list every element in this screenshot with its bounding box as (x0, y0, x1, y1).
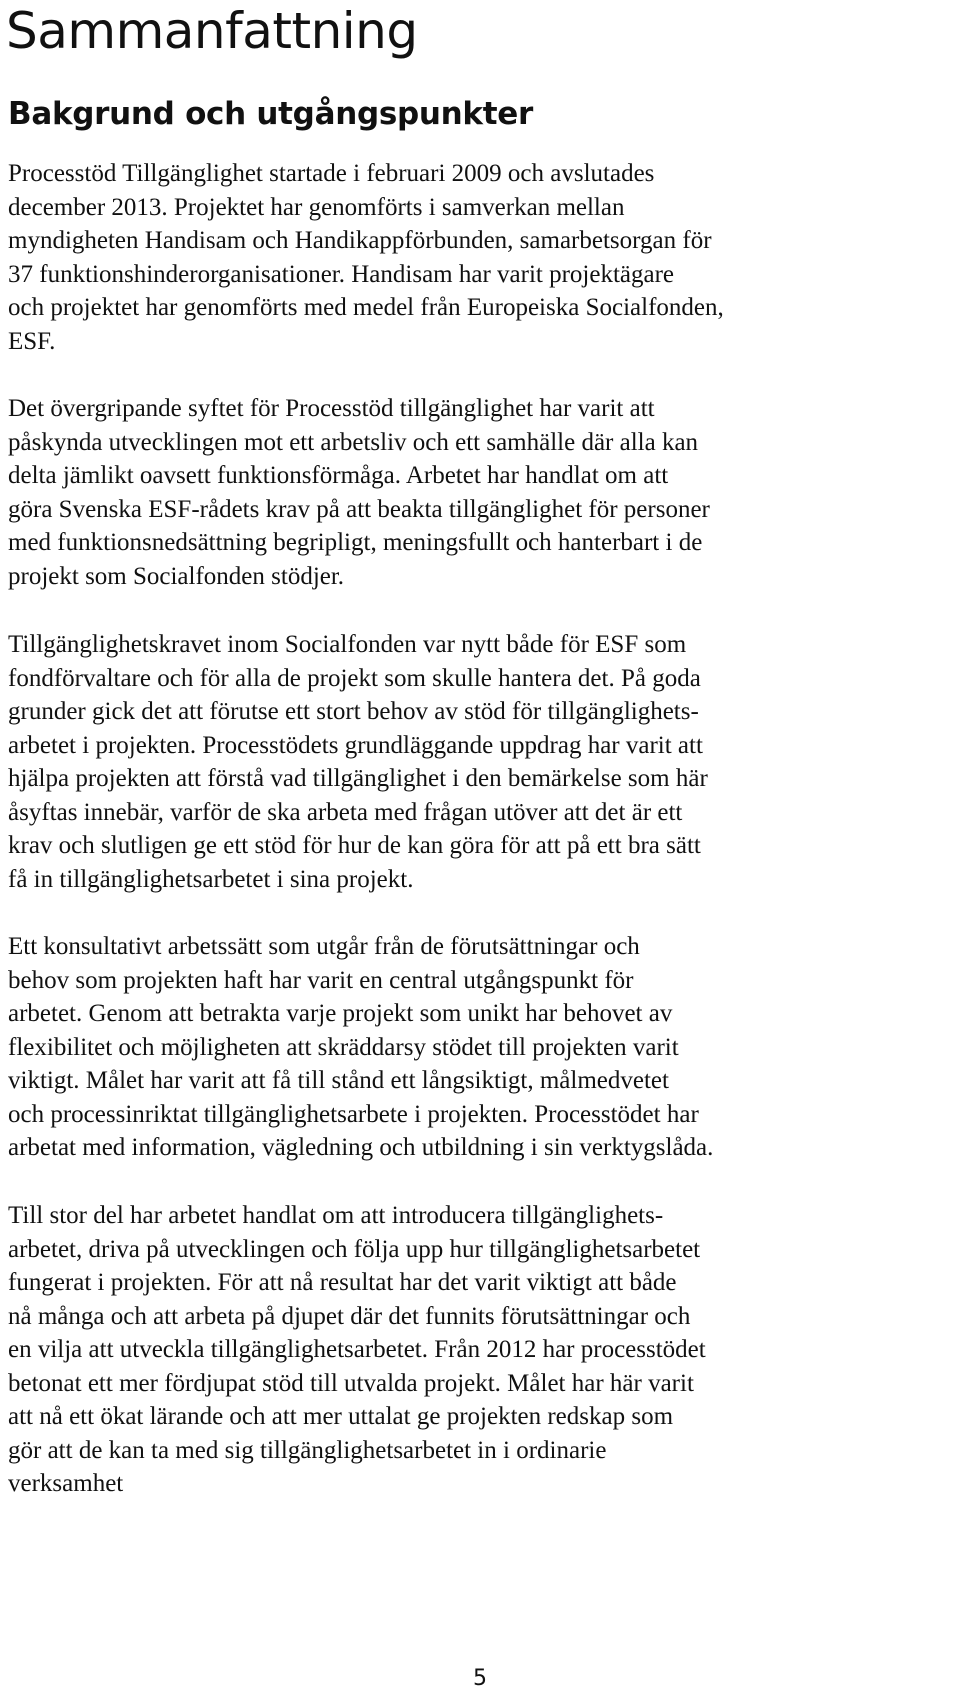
paragraph-line: hjälpa projekten att förstå vad tillgänglighet i den bemärkelse som här (8, 765, 708, 792)
paragraph-line: krav och slutligen ge ett stöd för hur de kan göra för att på ett bra sätt (8, 832, 701, 859)
paragraph-line: arbetet, driva på utvecklingen och följa upp hur tillgänglighetsarbetet (8, 1235, 701, 1263)
paragraph-line: projekt som Socialfonden stödjer. (8, 562, 345, 590)
paragraph-line: påskynda utvecklingen mot ett arbetsliv och ett samhälle där alla kan (8, 428, 699, 456)
paragraph-line: göra Svenska ESF-rådets krav på att beakta tillgänglighet för personer (8, 495, 710, 523)
paragraph-line: delta jämlikt oavsett funktionsförmåga. Arbetet har handlat om att (8, 462, 669, 489)
paragraph-purpose (8, 392, 954, 593)
paragraph-line: få in tillgänglighetsarbetet i sina projekt. (8, 865, 414, 893)
paragraph-line: december 2013. Projektet har genomförts i samverkan mellan (8, 193, 625, 221)
paragraph-line: att nå ett ökat lärande och att mer uttalat ge projekten redskap som (8, 1403, 674, 1430)
paragraph-line: verksamhet (8, 1470, 124, 1497)
paragraph-line: en vilja att utveckla tillgänglighetsarbetet. Från 2012 har processtödet (8, 1336, 706, 1363)
paragraph-line: grunder gick det att förutse ett stort behov av stöd för tillgänglighets- (8, 698, 699, 725)
paragraph-line: arbetet. Genom att betrakta varje projekt som unikt har behovet av (8, 1000, 673, 1027)
paragraph-line: och projektet har genomförts med medel från Europeiska Socialfonden, (8, 294, 724, 321)
paragraph-line: och processinriktat tillgänglighetsarbete i projekten. Processtödet har (8, 1100, 699, 1128)
paragraph-line: arbetat med information, vägledning och utbildning i sin verktygslåda. (8, 1134, 714, 1161)
paragraph-line: behov som projekten haft har varit en central utgångspunkt för (8, 966, 634, 994)
paragraph-line: viktigt. Målet har varit att få till stånd ett långsiktigt, målmedvetet (8, 1067, 669, 1094)
paragraph-line: ESF. (8, 327, 56, 355)
paragraph-line: Ett konsultativt arbetssätt som utgår från de förutsättningar och (8, 933, 640, 960)
page-title: Sammanfattning (6, 2, 418, 60)
paragraph-line: med funktionsnedsättning begripligt, meningsfullt och hanterbart i de (8, 529, 703, 556)
paragraph-line: fungerat i projekten. För att nå resultat har det varit viktigt att både (8, 1269, 677, 1296)
paragraph-line: Processtöd Tillgänglighet startade i februari 2009 och avslutades (8, 160, 655, 187)
paragraph-line: myndigheten Handisam och Handikappförbunden, samarbetsorgan för (8, 227, 712, 254)
paragraph-results (8, 1199, 954, 1501)
paragraph-line: nå många och att arbeta på djupet där det funnits förutsättningar och (8, 1302, 691, 1330)
paragraph-line: gör att de kan ta med sig tillgänglighetsarbetet in i ordinarie (8, 1436, 607, 1464)
paragraph-line: fondförvaltare och för alla de projekt som skulle hantera det. På goda (8, 664, 701, 692)
paragraph-requirement (8, 628, 954, 896)
paragraph-line: Tillgänglighetskravet inom Socialfonden var nytt både för ESF som (8, 631, 687, 658)
page-number: 5 (473, 1666, 487, 1691)
paragraph-background (8, 157, 954, 358)
paragraph-approach (8, 930, 954, 1165)
paragraph-line: betonat ett mer fördjupat stöd till utvalda projekt. Målet har här varit (8, 1369, 694, 1397)
paragraph-line: åsyftas innebär, varför de ska arbeta med frågan utöver att det är ett (8, 798, 683, 826)
paragraph-line: Det övergripande syftet för Processtöd tillgänglighet har varit att (8, 395, 655, 422)
paragraph-line: Till stor del har arbetet handlat om att introducera tillgänglighets- (8, 1202, 664, 1229)
paragraph-line: arbetet i projekten. Processtödets grundläggande uppdrag har varit att (8, 731, 703, 759)
section-heading: Bakgrund och utgångspunkter (8, 96, 533, 132)
paragraph-line: 37 funktionshinderorganisationer. Handisam har varit projektägare (8, 260, 675, 288)
paragraph-line: flexibilitet och möjligheten att skräddarsy stödet till projekten varit (8, 1033, 679, 1061)
